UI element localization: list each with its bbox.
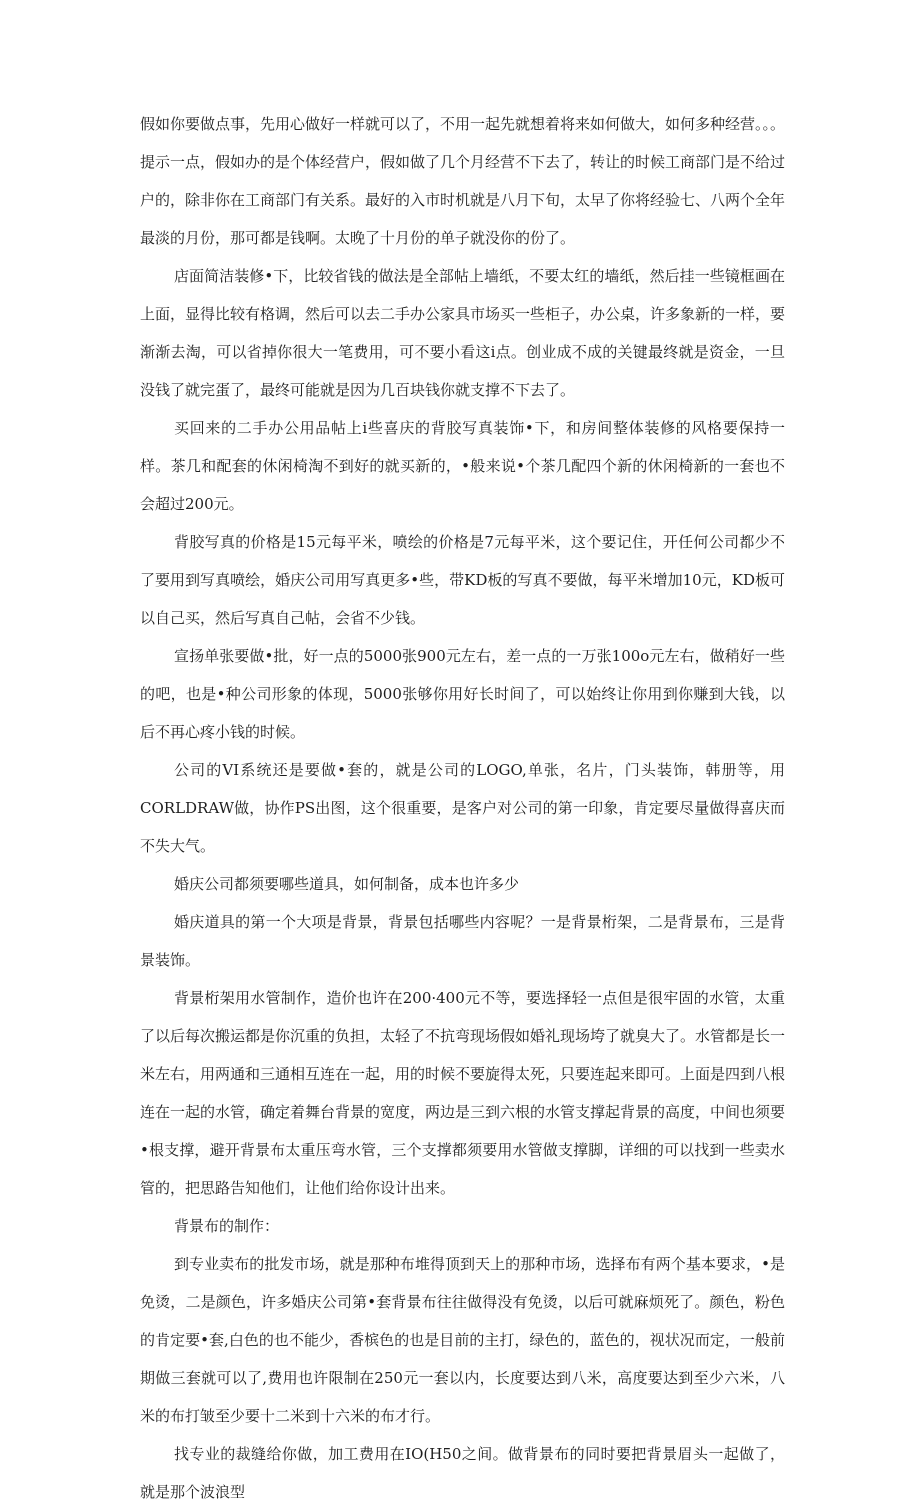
paragraph-1: 假如你要做点事，先用心做好一样就可以了，不用一起先就想着将来如何做大，如何多种经营。。。提示一点，假如办的是个体经营户，假如做了几个月经营不下去了，转让的时候工商部门是不给过户的，除非你在工商部门有关系。最好的入市时机就是八月下旬，太早了你将经验七、八两个全年最淡的月份，那可都是钱啊。太晚了十月份的单子就没你的份了。 [140, 115, 786, 247]
section-heading-wedding-props: 婚庆公司都须要哪些道具，如何制备，成本也许多少 [174, 875, 520, 893]
paragraph-2: 店面简洁装修•下，比较省钱的做法是全部帖上墙纸，不要太红的墙纸，然后挂一些镜框画在上面，显得比较有格调，然后可以去二手办公家具市场买一些柜子，办公桌，许多象新的一样，要渐渐去淘，可以省掉你很大一笔费用，可不要小看这i点。创业成不成的关键最终就是资金，一旦没钱了就完蛋了，最终可能就是因为几百块钱你就支撑不下去了。 [140, 267, 786, 399]
subheading-backdrop-cloth: 背景布的制作： [174, 1217, 280, 1235]
paragraph-6: 公司的VI系统还是要做•套的，就是公司的LOGO,单张，名片，门头装饰，韩册等，用CORLDRAW做，协作PS出图，这个很重要，是客户对公司的第一印象，肯定要尽量做得喜庆而不失大气。 [140, 761, 785, 855]
document-page [140, 105, 785, 1511]
paragraph-8: 背景桁架用水管制作，造价也许在200·400元不等，要选择轻一点但是很牢固的水管，太重了以后每次搬运都是你沉重的负担，太轻了不抗弯现场假如婚礼现场垮了就臭大了。水管都是长一米左右，用两通和三通相互连在一起，用的时候不要旋得太死，只要连起来即可。上面是四到八根连在一起的水管，确定着舞台背景的宽度，两边是三到六根的水管支撑起背景的高度，中间也须要•根支撑，避开背景布太重压弯水管，三个支撑都须要用水管做支撑脚，详细的可以找到一些卖水管的，把思路告知他们，让他们给你设计出来。 [140, 989, 786, 1197]
paragraph-9: 到专业卖布的批发市场，就是那种布堆得顶到天上的那种市场，选择布有两个基本要求，•是免烫，二是颜色，许多婚庆公司第•套背景布往往做得没有免烫，以后可就麻烦死了。颜色，粉色的肯定要•套,白色的也不能少，香槟色的也是目前的主打，绿色的，蓝色的，视状况而定，一般前期做三套就可以了,费用也许限制在250元一套以内，长度要达到八米，高度要达到至少六米，八米的布打皱至少要十二米到十六米的布才行。 [140, 1255, 785, 1425]
paragraph-5: 宣扬单张要做•批，好一点的5000张900元左右，差一点的一万张100o元左右，做稍好一些的吧，也是•种公司形象的体现，5000张够你用好长时间了，可以始终让你用到你赚到大钱，以后不再心疼小钱的时候。 [140, 647, 785, 741]
paragraph-10: 找专业的裁缝给你做，加工费用在IO(H50之间。做背景布的同时要把背景眉头一起做了，就是那个波浪型 [140, 1445, 785, 1501]
paragraph-3: 买回来的二手办公用品帖上i些喜庆的背胶写真装饰•下，和房间整体装修的风格要保持一样。茶几和配套的休闲椅淘不到好的就买新的，•般来说•个茶几配四个新的休闲椅新的一套也不会超过200元。 [140, 419, 785, 513]
paragraph-7: 婚庆道具的第一个大项是背景，背景包括哪些内容呢？一是背景桁架，二是背景布，三是背景装饰。 [140, 913, 785, 969]
paragraph-4: 背胶写真的价格是15元每平米，喷绘的价格是7元每平米，这个要记住，开任何公司都少不了要用到写真喷绘，婚庆公司用写真更多•些，带KD板的写真不要做，每平米增加10元，KD板可以自己买，然后写真自己帖，会省不少钱。 [140, 533, 785, 627]
